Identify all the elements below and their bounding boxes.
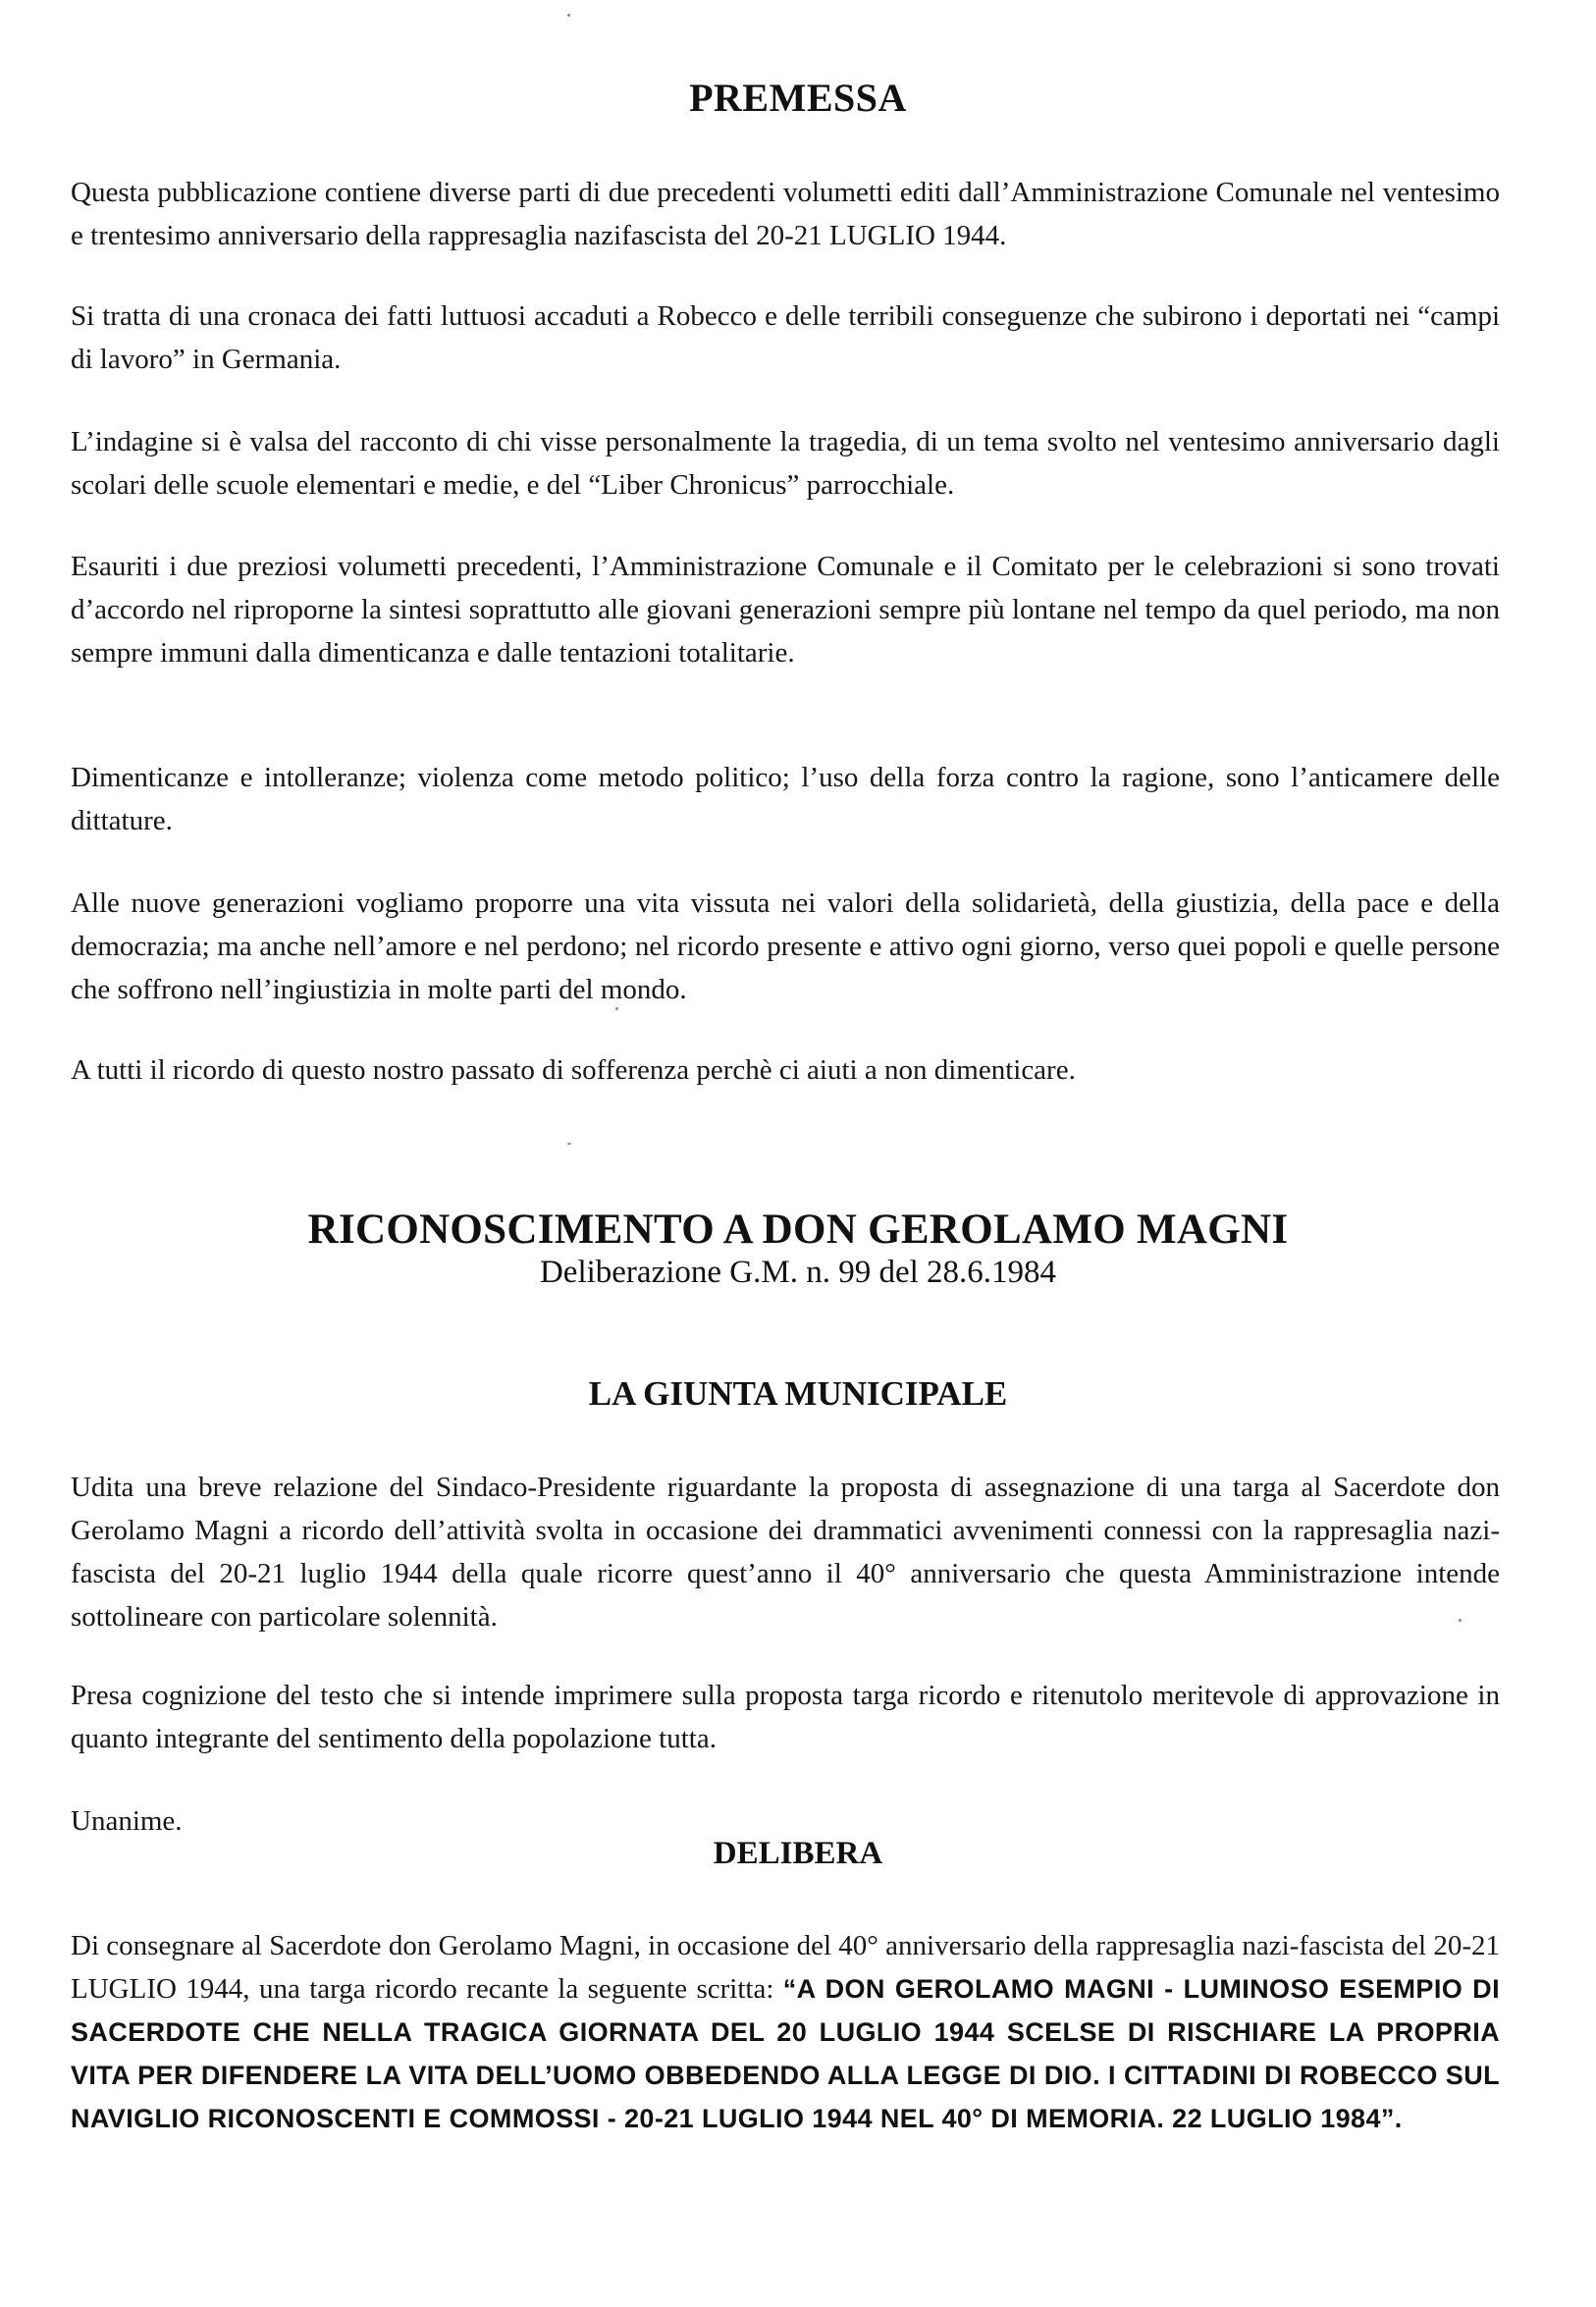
- plaque-inscription: “A DON GEROLAMO MAGNI - LUMINOSO ESEMPIO DI SACERDOTE CHE NELLA TRAGICA GIORNATA DEL 20 LUGLIO 1944 SCELSE DI RISCHIARE LA PROPRIA VITA PER DIFENDERE LA VITA DELL’UOMO OBBEDENDO ALLA LEGGE DI DIO. I CITTADINI DI ROBECCO SUL NAVIGLIO RICONOSCENTI E COMMOSSI - 20-21 LUGLIO 1944 NEL 40° DI MEMORIA. 22 LUGLIO 1984”.: [71, 1974, 1500, 2133]
- premessa-heading: PREMESSA: [689, 76, 907, 120]
- scan-speck: [567, 14, 570, 17]
- premessa-paragraph-5: Dimenticanze e intolleranze; violenza come metodo politico; l’uso della forza contro la ragione, sono l’anticamere delle dittature.: [71, 762, 1500, 836]
- premessa-paragraph-2: Si tratta di una cronaca dei fatti luttuosi accaduti a Robecco e delle terribili conseguenze che subirono i deportati nei “campi di lavoro” in Germania.: [71, 300, 1500, 375]
- giunta-paragraph-2: Presa cognizione del testo che si intende imprimere sulla proposta targa ricordo e ritenutolo meritevole di approvazione in quanto integrante del sentimento della popolazione tutta.: [71, 1680, 1500, 1754]
- scan-speck: [615, 1007, 618, 1010]
- premessa-paragraph-3: L’indagine si è valsa del racconto di chi visse personalmente la tragedia, di un tema svolto nel ventesimo anniversario dagli scolari delle scuole elementari e medie, e del “Liber Chronicus” parrocchiale.: [71, 426, 1500, 501]
- scan-speck: [1459, 1619, 1462, 1622]
- riconoscimento-heading: RICONOSCIMENTO A DON GEROLAMO MAGNI: [307, 1207, 1289, 1253]
- scan-speck: [567, 1143, 571, 1145]
- giunta-paragraph-1: Udita una breve relazione del Sindaco-Presidente riguardante la proposta di assegnazione di una targa al Sacerdote don Gerolamo Magni a ricordo dell’attività svolta in occasione dei drammatici avvenimenti connessi con la rappresaglia nazi-fascista del 20-21 luglio 1944 della quale ricorre quest’anno il 40° anniversario che questa Amministrazione intende sottolineare con particolare solennità.: [71, 1472, 1500, 1633]
- deliberazione-subtitle: Deliberazione G.M. n. 99 del 28.6.1984: [539, 1255, 1057, 1290]
- premessa-paragraph-1: Questa pubblicazione contiene diverse parti di due precedenti volumetti editi dall’Amministrazione Comunale nel ventesimo e trentesimo anniversario della rappresaglia nazifascista del 20-21 LUGLIO 1944.: [71, 177, 1500, 251]
- delibera-paragraph: [71, 1924, 1500, 2140]
- unanime-text: Unanime.: [71, 1805, 183, 1837]
- premessa-paragraph-7: A tutti il ricordo di questo nostro passato di sofferenza perchè ci aiuti a non dimenticare.: [71, 1054, 1076, 1086]
- delibera-intro: Di consegnare al Sacerdote don Gerolamo Magni, in occasione del 40° anniversario della rappresaglia nazi-fascista del 20-21 LUGLIO 1944, una targa ricordo recante la seguente scritta:: [71, 1930, 1500, 2005]
- premessa-paragraph-4: Esauriti i due preziosi volumetti precedenti, l’Amministrazione Comunale e il Comitato per le celebrazioni si sono trovati d’accordo nel riproporne la sintesi soprattutto alle giovani generazioni sempre più lontane nel tempo da quel periodo, ma non sempre immuni dalla dimenticanza e dalle tentazioni totalitarie.: [71, 551, 1500, 669]
- premessa-paragraph-6: Alle nuove generazioni vogliamo proporre una vita vissuta nei valori della solidarietà, della giustizia, della pace e della democrazia; ma anche nell’amore e nel perdono; nel ricordo presente e attivo ogni giorno, verso quei popoli e quelle persone che soffrono nell’ingiustizia in molte parti del mondo.: [71, 887, 1500, 1005]
- giunta-heading: LA GIUNTA MUNICIPALE: [588, 1374, 1008, 1413]
- delibera-heading: DELIBERA: [713, 1836, 883, 1871]
